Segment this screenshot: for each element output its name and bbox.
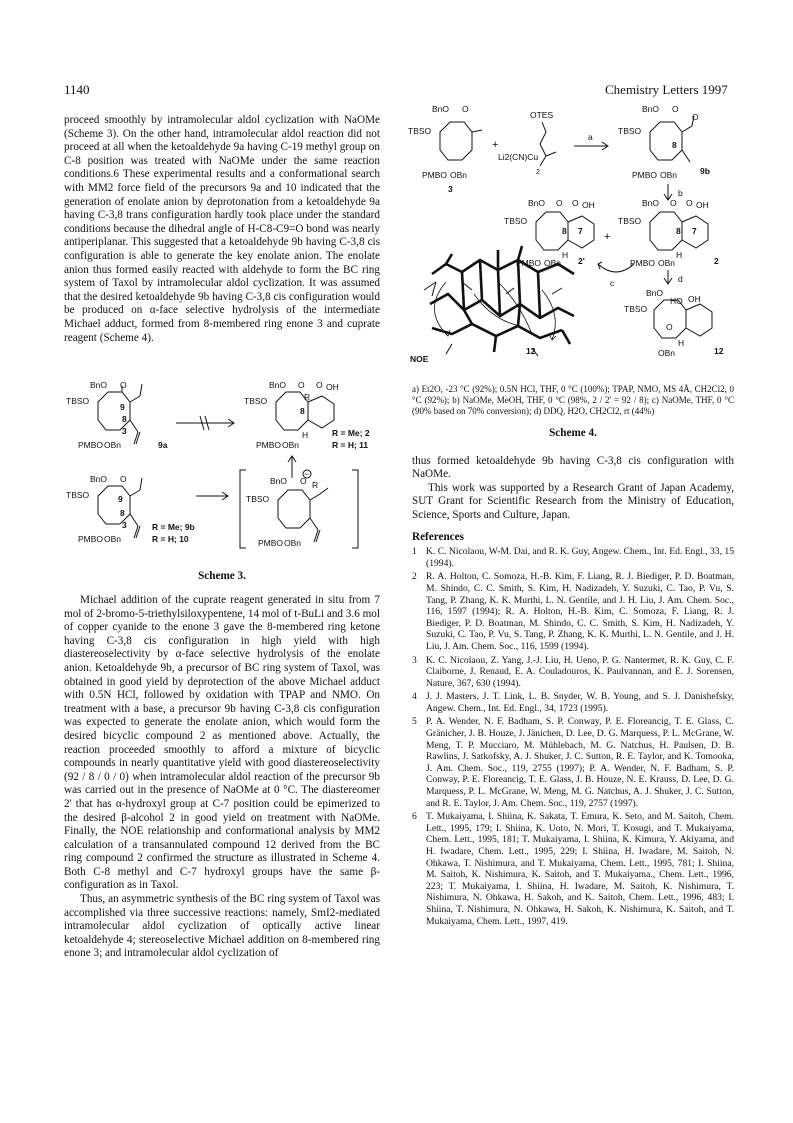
s3-2-bno: BnO <box>269 380 287 390</box>
s4-step-a: a <box>588 132 593 142</box>
s4-9b-n8: 8 <box>672 140 677 150</box>
compound-2 <box>618 198 719 268</box>
reference-item <box>412 571 734 652</box>
s4-2p-n7: 7 <box>578 226 583 236</box>
s4-2-obn: OBn <box>658 258 676 268</box>
s3-9b-n9: 9 <box>118 494 123 504</box>
s3-en-minus: − <box>304 469 309 479</box>
s3-9b-o: O <box>120 474 127 484</box>
s4-label-2: 2 <box>714 256 719 266</box>
s4-9b-o: O <box>672 104 679 114</box>
s4-2p-obn: OBn <box>544 258 562 268</box>
s4-9b-obn: OBn <box>660 170 678 180</box>
s3-9b-n3: 3 <box>122 520 127 530</box>
s4-2-pmbo: PMBO <box>630 258 656 268</box>
s3-2-pmbo: PMBO <box>256 440 282 450</box>
s3-9b-tbso: TBSO <box>66 490 90 500</box>
s4-cuprate-sub2: 2 <box>536 169 540 176</box>
right-para-1: thus formed ketoaldehyde 9b having C-3,8 cis configuration with NaOMe. <box>412 454 734 481</box>
s4-2p-pmbo: PMBO <box>516 258 542 268</box>
s3-2-r: R <box>304 392 311 402</box>
s4-2p-bno: BnO <box>528 198 546 208</box>
s4-2-n8: 8 <box>676 226 681 236</box>
s3-9a-o: O <box>120 380 127 390</box>
s4-2p-o: O <box>556 198 563 208</box>
s3-label-2: R = Me; 2 <box>332 428 370 438</box>
s4-9b-pmbo: PMBO <box>632 170 658 180</box>
s4-9b-bno: BnO <box>642 104 660 114</box>
compound-9b <box>618 104 710 180</box>
s4-3-tbso: TBSO <box>408 126 432 136</box>
s3-2-o2: O <box>316 380 323 390</box>
s4-plus-1: + <box>492 139 499 151</box>
reference-number: 5 <box>412 716 417 728</box>
reference-number: 3 <box>412 654 417 666</box>
s4-label-9b: 9b <box>700 166 710 176</box>
scheme-4-caption: a) Et2O, -23 °C (92%); 0.5N HCl, THF, 0 °C (100%); TPAP, NMO, MS 4Å, CH2Cl2, 0 °C (92%); b) NaOMe, MeOH, THF, 0 °C (98%, 2 / 2' = 92 / 8); c) NaOMe, THF, 0 °C (90% based on 70% conversion); d) DDQ, H2O, CH2Cl2, rt (44%) <box>412 384 734 416</box>
reference-item <box>412 655 734 690</box>
s4-2-o2: O <box>686 198 693 208</box>
s4-plus-2: + <box>604 231 611 243</box>
s3-9a-tbso: TBSO <box>66 396 90 406</box>
s4-12-h: H <box>678 338 685 348</box>
reference-number: 6 <box>412 811 417 823</box>
scheme-4-figure <box>402 104 732 374</box>
enolate-intermediate <box>240 469 358 548</box>
s4-12-tbso: TBSO <box>624 304 648 314</box>
s4-2-tbso: TBSO <box>618 216 642 226</box>
s3-2-n8: 8 <box>300 406 305 416</box>
s4-3-bno: BnO <box>432 104 450 114</box>
s3-9a-obn: OBn <box>104 440 122 450</box>
reference-text: R. A. Holton, C. Somoza, H.-B. Kim, F. Liang, R. J. Biediger, P. D. Boatman, M. Shindo, C. C. Smith, S. Kim, H. Nadizadeh, Y. Suzuki, C. Tao, P. Vu, S. Tang, P. Zhang, K. K. Murthi, L. N. Gentile, and J. H. Liu, J. Am. Chem. Soc., 116, 1597 (1994); R. A. Holton, H.-B. Kim, C. Somoza, F. Liang, R. J. Biediger, P. D. Boatman, M. Shindo, C. C. Smith, S. Kim, H. Nadizadeh, Y. Suzuki, C. Tao, P. Vu, S. Tang, P. Zhang, K. K. Murthi, L. N. Gentile, and J. H. Liu, J. Am. Chem. Soc., 116, 1599 (1994). <box>426 571 734 652</box>
s3-2-o: O <box>298 380 305 390</box>
s4-noe-label: NOE <box>410 354 429 364</box>
scheme-3-blocked-arrow <box>176 416 234 430</box>
s3-9a-pmbo: PMBO <box>78 440 104 450</box>
s4-3-pmbo: PMBO <box>422 170 448 180</box>
scheme-4-title: Scheme 4. <box>549 427 597 439</box>
compound-9b-10 <box>66 474 195 544</box>
reference-number: 4 <box>412 691 417 703</box>
reference-text: K. C. Nicolaou, Z. Yang, J.-J. Liu, H. Ueno, P. G. Nantermet, R. K. Guy, C. F. Claiborne, J. Renaud, E. A. Couladouros, K. Paulvannan, and E. J. Sorensen, Nature, 367, 630 (1994). <box>426 654 734 689</box>
s3-9a-n3: 3 <box>122 426 127 436</box>
s4-12-bno-bottom: OBn <box>658 348 676 358</box>
s3-en-bno: BnO <box>270 476 288 486</box>
left-para-1 <box>64 114 380 345</box>
scheme-3-figure <box>64 378 384 563</box>
s4-2p-o2: O <box>572 198 579 208</box>
s4-2-h: H <box>676 250 683 260</box>
reference-text: J. J. Masters, J. T. Link, L. B. Snyder, W. B. Young, and S. J. Danishefsky, Angew. Chem., Int. Ed. Engl., 34, 1723 (1995). <box>426 691 734 714</box>
s4-label-12: 12 <box>714 346 724 356</box>
s3-2-oh: OH <box>326 382 339 392</box>
left-para-1-text: proceed smoothly by intramolecular aldol cyclization with NaOMe (Scheme 3). On the other hand, intramolecular aldol reaction did not proceed at all when the ketoaldehyde 9a having C-19 methyl group on C-8 position was treated with NaOMe under the same reaction conditions.6 These experimental results and a conformational search with MM2 force field of the precursors 9a and 10 indicated that the generation of enolate anion by deprotonation from a ketoaldehyde 9a having C-3,8 trans configuration hardly took place under the standard conditions because the dihedral angle of H-C8-C9=O bond was nearly antiperiplanar. This suggested that a ketoaldehyde 9b having C-3,8 cis configuration is able to generate the key enolate anion. The enolate anion thus formed easily reacted with aldehyde to form the BC ring system of Taxol by intramolecular aldol cyclization. It was assumed that the desired ketoaldehyde 9b having C-3,8 cis configuration would be produced on α-face selective hydrolysis of the intermediate Michael adduct, formed from 8-membered ring enone 3 and cuprate reagent (Scheme 4). <box>64 114 380 344</box>
journal-name: Chemistry Letters 1997 <box>605 82 728 97</box>
s4-2p-n8: 8 <box>562 226 567 236</box>
s3-9b-n8: 8 <box>120 508 125 518</box>
s4-cuprate: Li2(CN)Cu <box>498 152 539 162</box>
s4-2-o: O <box>670 198 677 208</box>
s4-label-12-3d: 12 <box>526 346 536 356</box>
s4-2-bno: BnO <box>642 198 660 208</box>
right-body <box>412 384 734 929</box>
s4-9b-o2: O <box>692 112 699 122</box>
reference-item <box>412 811 734 927</box>
reference-text: T. Mukaiyama, I. Shiina, K. Sakata, T. Emura, K. Seto, and M. Saitoh, Chem. Lett., 1995, 179; I. Shiina, K. Uoto, N. Mori, T. Kosugi, and T. Mukaiyama, Chem. Lett., 1995, 181; T. Mukaiyama, I. Shiina, K. Kimura, Y. Akiyama, and H. Iwadare, Chem. Lett., 1995, 229; I. Shiina, H. Iwadare, M. Saitoh, N. Ohkawa, T. Nishimura, and T. Mukaiyama, Chem. Lett., 1995, 781; I. Shiina, M. Saitoh, K. Nishimura, K. Saitoh, and T. Mukaiyama., Chem. Lett., 1996, 223; T. Mukaiyama, I. Shiina, H. Iwadare, M. Saitoh, K. Nishimura, T. Nishimura, N. Ohkawa, H. Sakoh, and K. Saitoh, Chem. Lett., 1996, 483; I. Shiina, T. Nishimura, N. Ohkawa, H. Sakoh, K. Nishimura, K. Saitoh, and T. Mukaiyama, Chem. Lett., 1997, 419. <box>426 811 734 927</box>
reference-text: K. C. Nicolaou, W-M. Dai, and R. K. Guy, Angew. Chem., Int. Ed. Engl., 33, 15 (1994). <box>426 546 734 569</box>
s4-2-oh: OH <box>696 200 709 210</box>
s4-step-c: c <box>610 278 615 288</box>
s4-step-d: d <box>678 274 683 284</box>
page-number: 1140 <box>64 82 90 97</box>
s4-3-o: O <box>462 104 469 114</box>
cuprate-reagent <box>498 110 556 176</box>
s4-2p-h: H <box>562 250 569 260</box>
s3-2-obn: OBn <box>282 440 300 450</box>
reference-number: 2 <box>412 571 417 583</box>
references-title: References <box>412 530 464 543</box>
s3-en-r: R <box>312 480 319 490</box>
s3-2-tbso: TBSO <box>244 396 268 406</box>
s3-9a-n9: 9 <box>120 402 125 412</box>
scheme-3-title: Scheme 3. <box>198 570 246 582</box>
compound-9a <box>66 380 168 450</box>
s4-2p-tbso: TBSO <box>504 216 528 226</box>
s3-2-h: H <box>302 430 309 440</box>
s4-3-obn: OBn <box>450 170 468 180</box>
reference-text: P. A. Wender, N. F. Badham, S. P. Conway, P. E. Floreancig, T. E. Glass, C. Gränicher, J. B. Houze, J. Jänichen, D. Lee, D. G. Marquess, P. L. McGrane, W. Meng, T. P. Mucciaro, M. Mühlebach, M. G. Natchus, H. Paulsen, D. B. Rawlins, J. Satkofsky, A. J. Shuker, J. C. Sutton, R. E. Taylor, and K. Tomooka, J. Am. Chem. Soc., 119, 2755 (1997); P. A. Wender, N. F. Badham, S. P. Conway, P. E. Floreancig, T. E. Glass, J. B. Houze, N. E. Krauss, D. Lee, D. G. Marquess, P. L. McGrane, W. Meng, M. G. Natchus, A. J. Shuker, J. C. Sutton, and R. E. Taylor, J. Am. Chem. Soc., 119, 2757 (1997). <box>426 716 734 809</box>
s3-en-pmbo: PMBO <box>258 538 284 548</box>
s4-otes: OTES <box>530 110 554 120</box>
s3-9b-obn: OBn <box>104 534 122 544</box>
reference-item <box>412 546 734 569</box>
s4-label-3: 3 <box>448 184 453 194</box>
s4-2p-oh: OH <box>582 200 595 210</box>
reference-item <box>412 716 734 809</box>
references-list <box>412 546 734 927</box>
s3-9b-pmbo: PMBO <box>78 534 104 544</box>
s3-label-11: R = H; 11 <box>332 440 369 450</box>
right-para-2: This work was supported by a Research Grant of Japan Academy, SUT Grant for Scientific Research from the Ministry of Education, Science, Sports and Culture, Japan. <box>412 481 734 521</box>
reference-item <box>412 691 734 714</box>
s3-9a-n8: 8 <box>122 414 127 424</box>
s3-en-tbso: TBSO <box>246 494 270 504</box>
left-para-3: Thus, an asymmetric synthesis of the BC ring system of Taxol was accomplished via three successive reactions: namely, SmI2-mediated intramolecular aldol cyclization of optically active linear ketoaldehyde 4; stereoselective Michael addition on 8-membered ring enone 3; and intramolecular aldol cyclization of <box>64 893 380 960</box>
s3-label-9b: R = Me; 9b <box>152 522 195 532</box>
s3-9b-bno: BnO <box>90 474 108 484</box>
s3-en-o: O <box>300 476 307 486</box>
compound-3 <box>408 104 482 194</box>
s3-9a-bno: BnO <box>90 380 108 390</box>
left-body <box>64 594 380 961</box>
s4-2-n7: 7 <box>692 226 697 236</box>
s4-12-oh: OH <box>688 294 701 304</box>
compound-2-11 <box>244 380 370 450</box>
reference-number: 1 <box>412 546 417 558</box>
s4-12-bno: BnO <box>646 288 664 298</box>
s4-label-2p: 2' <box>578 256 585 266</box>
s4-9b-tbso: TBSO <box>618 126 642 136</box>
s3-label-10: R = H; 10 <box>152 534 189 544</box>
s4-step-b: b <box>678 188 683 198</box>
compound-12 <box>624 288 724 358</box>
s3-label-9a: 9a <box>158 440 168 450</box>
left-para-2: Michael addition of the cuprate reagent generated in situ from 7 mol of 2-bromo-5-triethylsiloxypentene, 14 mol of t-BuLi and 3.6 mol of copper cyanide to the enone 3 gave the 8-membered ring ketone having C-3,8 cis configuration in high yield with high diastereoselectivity by α-face selective hydrolysis of the enolate anion. Ketoaldehyde 9b, a precursor of BC ring system of Taxol, was obtained in good yield by deprotection of the above Michael adduct with 0.5N HCl, followed by oxidation with TPAP and NMO. On treatment with a base, a precursor 9b having C-3,8 cis configuration was expected to generate the enolate anion, which would form the desired bicyclic compound 2 as mentioned above. Actually, the reaction proceeded smoothly to afford a mixture of bicyclic compounds in nearly quantitative yield with good diastereoselectivity (92 / 8 / 0 / 0) when intramolecular aldol reaction of the precursor 9b was carried out in the presence of NaOMe at 0 °C. The diastereomer 2' that has α-hydroxyl group at C-7 position could be epimerized to the desired β-alcohol 2 in good yield on treatment with NaOMe. Finally, the NOE relationship and conformational analysis by MM2 calculation of a transannulated compound 12 derived from the BC ring compound 2 confirmed the structure as illustrated in Scheme 4. Both C-8 methyl and C-7 hydroxyl groups have the same β-configuration as in Taxol. <box>64 594 380 892</box>
s4-12-o: O <box>666 322 673 332</box>
s3-en-obn: OBn <box>284 538 302 548</box>
s4-12-ho: HO <box>670 296 683 306</box>
